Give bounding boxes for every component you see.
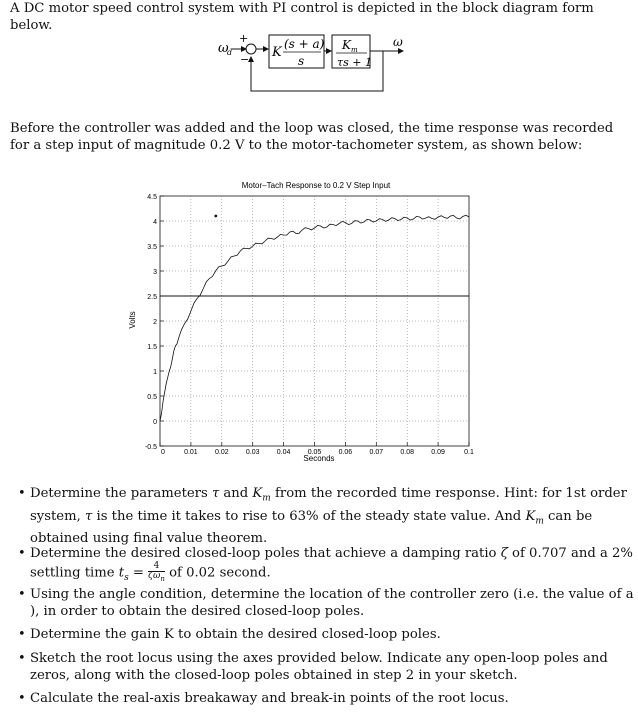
bullet-2: • Determine the desired closed-loop poles that achieve a damping ratio ζ of 0.707 and a 2% settling time $t_s$ = 4 $\zeta\omega_n$ of 0.02 second. [18, 546, 633, 584]
x-tick-label: 0.01 [184, 449, 198, 456]
y-tick-label: 2 [153, 319, 157, 326]
chart-title: Motor–Tach Response to 0.2 V Step Input [241, 181, 391, 190]
plus-sign: + [239, 32, 249, 45]
bullet-symbol: • [18, 486, 26, 501]
input-sub: d [227, 48, 233, 57]
x-tick-label: 0.02 [214, 449, 229, 456]
y-tick-label: 1 [153, 369, 157, 376]
x-tick-label: 0 [161, 449, 165, 456]
bullet-6: • Calculate the real-axis breakaway and break-in points of the root locus. [18, 691, 509, 706]
x-tick-label: 0.09 [431, 449, 445, 456]
controller-numerator: (s + a) [284, 37, 325, 51]
plant-denominator: τs + 1 [337, 56, 372, 69]
y-tick-label: 3 [153, 269, 157, 276]
input-label: ω [218, 41, 229, 56]
x-tick-label: 0.04 [276, 449, 291, 456]
bullet-3: • Using the angle condition, determine the location of the controller zero (i.e. the value of a ), in order to obtain the desired closed-loop poles. [18, 587, 634, 619]
y-tick-label: 0.5 [147, 394, 157, 401]
x-tick-label: 0.07 [369, 449, 384, 456]
y-tick-label: 4 [153, 219, 157, 226]
y-tick-label: 2.5 [147, 294, 157, 301]
intro-text: A DC motor speed control system with PI control is depicted in the block diagram form below. [10, 1, 594, 33]
series-line-response [160, 215, 469, 421]
y-tick-label: -0.5 [144, 444, 157, 451]
x-tick-label: 0.08 [400, 449, 415, 456]
controller-gain: K [272, 45, 282, 60]
x-tick-label: 0.05 [307, 449, 322, 456]
y-tick-label: 3.5 [147, 244, 157, 251]
plant-numerator: K [342, 38, 351, 52]
x-tick-label: 0.03 [245, 449, 260, 456]
y-tick-label: 0 [153, 419, 157, 426]
x-tick-label: 0.06 [338, 449, 353, 456]
output-label: ω [393, 35, 403, 49]
before-text: Before the controller was added and the loop was closed, the time response was recorded for a step input of magnitude 0.2 V to the motor-tachometer system, as shown below: [10, 121, 614, 153]
annotation-dot [214, 215, 217, 218]
bullet-1: • Determine the parameters τ and $K_m$ from the recorded time response. Hint: for 1st order system, τ is the time it takes to rise to 63% of the steady state value. And $K_m$ can be obtained using final value theorem. [18, 486, 627, 547]
y-tick-label: 4.5 [147, 194, 157, 201]
bullet-4: • Determine the gain K to obtain the desired closed-loop poles. [18, 627, 441, 642]
plant-numerator-sub: m [351, 46, 358, 54]
bullet-5: • Sketch the root locus using the axes provided below. Indicate any open-loop poles and zeros, along with the closed-loop poles obtained in step 2 in your sketch. [18, 651, 608, 683]
x-tick-label: 0.1 [464, 449, 474, 456]
y-tick-label: 1.5 [147, 344, 157, 351]
plot-frame [160, 196, 469, 446]
controller-denominator: s [298, 54, 305, 68]
chart-ylabel: Volts [128, 311, 137, 329]
minus-sign: − [240, 53, 250, 66]
chart-xlabel: Seconds [303, 454, 335, 463]
